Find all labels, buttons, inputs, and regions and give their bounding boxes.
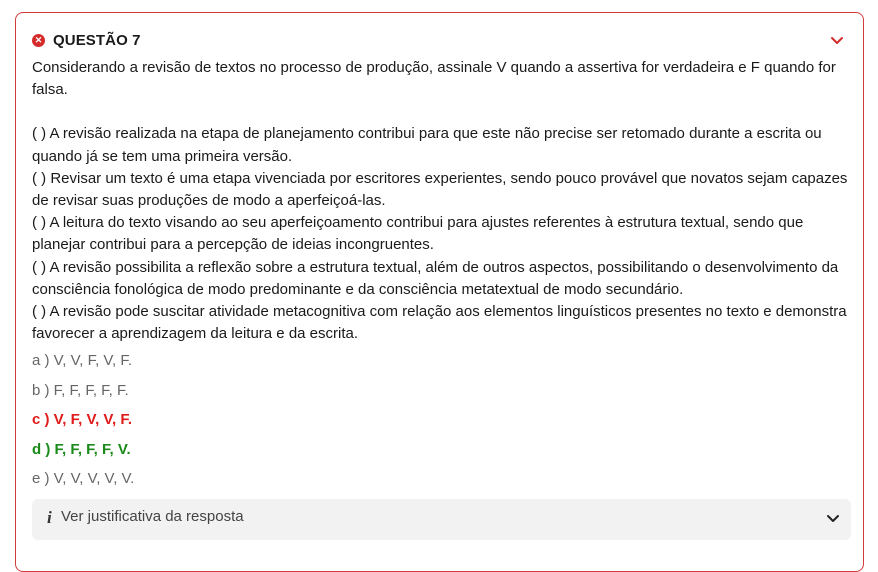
x-circle-icon: ✕ <box>32 34 45 47</box>
statement-2: ( ) Revisar um texto é uma etapa vivenciada por escritores experientes, sendo pouco provável que novatos sejam capazes de revisar suas produções de modo a aperfeiçoá-las. <box>32 169 848 210</box>
info-icon: i <box>47 507 52 527</box>
question-card <box>15 12 864 572</box>
statement-4: ( ) A revisão possibilita a reflexão sobre a estrutura textual, além de outros aspectos, possibilitando o desenvolvimento da consciência fonológica de modo predominante e da consciência metatextual de modo secundário. <box>32 258 839 298</box>
answer-options <box>32 351 852 499</box>
statement-3: ( ) A leitura do texto visando ao seu aperfeiçoamento contribui para ajustes referentes à estrutura textual, sendo que planejar contribui para a percepção de ideias incongruentes. <box>32 214 804 254</box>
question-title: QUESTÃO 7 <box>53 31 141 49</box>
question-header[interactable] <box>32 30 847 50</box>
justification-toggle[interactable] <box>32 499 851 540</box>
chevron-down-icon[interactable] <box>829 32 845 48</box>
chevron-down-icon[interactable] <box>825 510 841 526</box>
question-body <box>32 57 852 345</box>
statement-1: ( ) A revisão realizada na etapa de planejamento contribui para que este não precise ser retomado durante a escrita ou quando já se tem uma primeira versão. <box>32 125 822 165</box>
option-c-wrong-selected[interactable]: c ) V, F, V, V, F. <box>32 411 133 429</box>
option-a[interactable]: a ) V, V, F, V, F. <box>32 352 133 369</box>
option-d-correct[interactable]: d ) F, F, F, F, V. <box>32 440 131 458</box>
option-b[interactable]: b ) F, F, F, F, F. <box>32 381 129 399</box>
option-e[interactable]: e ) V, V, V, V, V. <box>32 470 135 488</box>
statement-5: ( ) A revisão pode suscitar atividade metacognitiva com relação aos elementos linguísticos presentes no texto e demonstra favorecer a aprendizagem da leitura e da escrita. <box>32 303 847 343</box>
justification-label: Ver justificativa da resposta <box>61 508 244 525</box>
question-intro: Considerando a revisão de textos no processo de produção, assinale V quando a assertiva for verdadeira e F quando for falsa. <box>32 59 836 99</box>
